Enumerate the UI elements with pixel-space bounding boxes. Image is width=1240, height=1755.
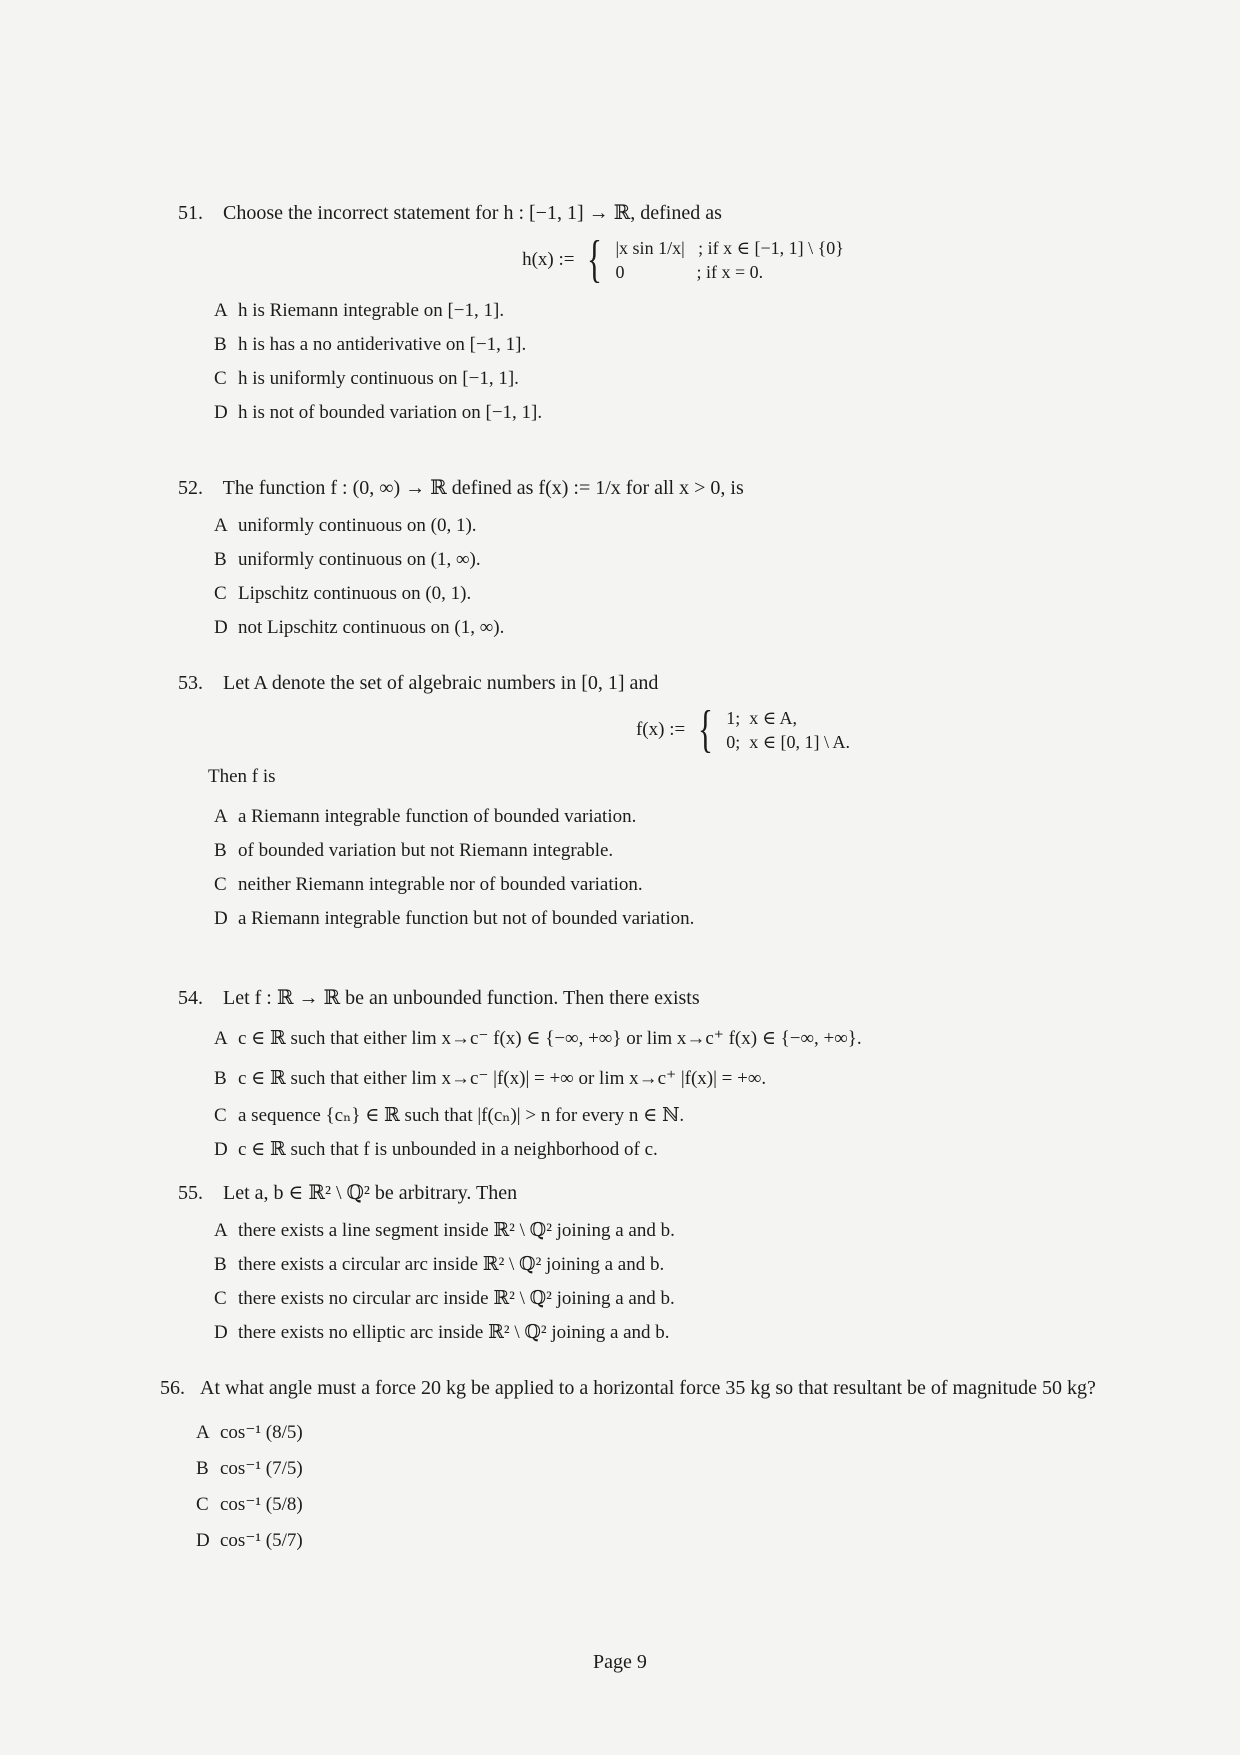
option-b: B uniformly continuous on (1, ∞).: [214, 549, 481, 570]
question-number: 56.: [160, 1377, 185, 1399]
option-a: A c ∈ ℝ such that either lim x→c⁻ f(x) ∈ {−∞, +∞} or lim x→c⁺ f(x) ∈ {−∞, +∞}.: [214, 1028, 862, 1049]
option-a: A a Riemann integrable function of bounded variation.: [214, 806, 637, 827]
option-c: C there exists no circular arc inside ℝ² \ ℚ² joining a and b.: [214, 1288, 675, 1309]
option-c: C cos⁻¹ (5/8): [196, 1494, 303, 1515]
case-line: 0 ; if x = 0.: [615, 262, 764, 282]
option-a: A uniformly continuous on (0, 1).: [214, 515, 477, 536]
question-52: [178, 475, 1188, 645]
option-b: B there exists a circular arc inside ℝ² \ ℚ² joining a and b.: [214, 1254, 665, 1275]
option-b: B c ∈ ℝ such that either lim x→c⁻ |f(x)| = +∞ or lim x→c⁺ |f(x)| = +∞.: [214, 1068, 767, 1089]
case-line: 0; x ∈ [0, 1] \ A.: [726, 732, 851, 752]
question-text: Choose the incorrect statement for h : [−1, 1] → ℝ, defined as: [223, 202, 722, 224]
definition-display: [178, 701, 1188, 758]
option-c: C neither Riemann integrable nor of bounded variation.: [214, 874, 643, 895]
option-d: D h is not of bounded variation on [−1, 1].: [214, 402, 543, 423]
definition-lhs: f(x) :=: [635, 719, 686, 740]
option-d: D c ∈ ℝ such that f is unbounded in a neighborhood of c.: [214, 1139, 658, 1160]
option-a: A there exists a line segment inside ℝ² \ ℚ² joining a and b.: [214, 1220, 675, 1241]
question-text: Let f : ℝ → ℝ be an unbounded function. Then there exists: [223, 987, 700, 1009]
page-number: Page 9: [593, 1651, 647, 1673]
question-text: Let A denote the set of algebraic numbers in [0, 1] and: [223, 672, 659, 694]
definition-display: [178, 231, 1188, 288]
question-number: 52.: [178, 477, 203, 499]
option-c: C h is uniformly continuous on [−1, 1].: [214, 368, 519, 389]
question-text: Let a, b ∈ ℝ² \ ℚ² be arbitrary. Then: [223, 1182, 518, 1204]
question-number: 53.: [178, 672, 203, 694]
question-54: [178, 985, 1188, 1167]
question-text: At what angle must a force 20 kg be applied to a horizontal force 35 kg so that resultant be of magnitude 50 kg?: [200, 1377, 1096, 1399]
question-51: [178, 200, 1188, 430]
option-b: B cos⁻¹ (7/5): [196, 1458, 303, 1479]
definition-lhs: h(x) :=: [522, 249, 575, 270]
question-number: 55.: [178, 1182, 203, 1204]
question-text: The function f : (0, ∞) → ℝ defined as f(x) := 1/x for all x > 0, is: [222, 477, 744, 499]
option-c: C Lipschitz continuous on (0, 1).: [214, 583, 472, 604]
option-d: D there exists no elliptic arc inside ℝ² \ ℚ² joining a and b.: [214, 1322, 670, 1343]
option-c: C a sequence {cₙ} ∈ ℝ such that |f(cₙ)| > n for every n ∈ ℕ.: [214, 1105, 685, 1126]
left-brace: {: [587, 231, 603, 288]
option-d: D a Riemann integrable function but not of bounded variation.: [214, 908, 695, 929]
option-a: A cos⁻¹ (8/5): [196, 1422, 303, 1443]
question-55: [178, 1180, 1188, 1350]
case-line: 1; x ∈ A,: [726, 708, 798, 728]
question-number: 51.: [178, 202, 203, 224]
option-b: B of bounded variation but not Riemann integrable.: [214, 840, 614, 861]
case-line: |x sin 1/x| ; if x ∈ [−1, 1] \ {0}: [615, 238, 844, 258]
option-b: B h is has a no antiderivative on [−1, 1].: [214, 334, 527, 355]
question-53: [178, 670, 1188, 936]
option-a: A h is Riemann integrable on [−1, 1].: [214, 300, 505, 321]
option-d: D not Lipschitz continuous on (1, ∞).: [214, 617, 505, 638]
question-56: [160, 1375, 1180, 1559]
question-number: 54.: [178, 987, 203, 1009]
then-clause: Then f is: [208, 766, 276, 787]
left-brace: {: [698, 701, 714, 758]
option-d: D cos⁻¹ (5/7): [196, 1530, 303, 1551]
